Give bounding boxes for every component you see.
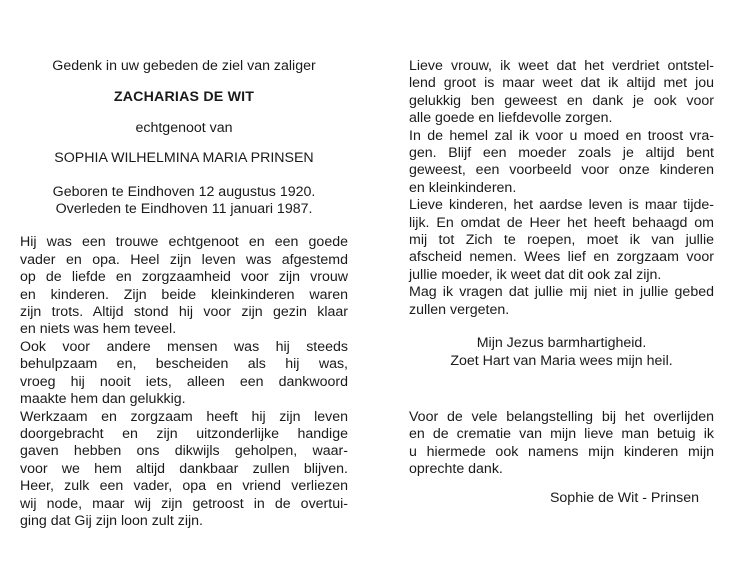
body-line: lijk. En omdat de Heer het heeft behaagd om [409,214,714,231]
body-line: vader en opa. Heel zijn leven was afgestemd [20,251,348,268]
body-line: jullie moeder, ik weet dat dit ook zal zijn. [409,266,662,283]
body-line: lend groot is maar weet dat ik altijd met jou [409,75,714,92]
body-line: en kinderen. Zijn beide kleinkinderen waren [20,286,348,303]
spouse-intro: echtgenoot van [135,119,233,136]
died-date: Overleden te Eindhoven 11 januari 1987. [55,201,313,218]
thanks-line: Voor de vele belangstelling bij het overlijden [409,409,714,425]
body-line: gen. Blijf een moeder zoals je altijd bent [409,145,714,162]
body-line: en kleinkinderen. [409,179,517,196]
thanks-block [409,409,714,479]
body-line: Heer, zulk een vader, opa en vriend verliezen [20,478,348,495]
body-line: zullen vergeten. [409,301,510,318]
body-line: Werkzaam en zorgzaam heeft hij zijn leven [20,408,348,425]
prayer-line: Zoet Hart van Maria wees mijn heil. [450,352,673,369]
left-body [20,234,348,530]
deceased-name: ZACHARIAS DE WIT [113,89,255,106]
prayer-block [409,335,714,370]
prayer-line: Mijn Jezus barmhartigheid. [476,335,647,352]
body-line: Lieve vrouw, ik weet dat het verdriet ontstel- [409,58,714,74]
born-date: Geboren te Eindhoven 12 augustus 1920. [52,183,316,200]
body-line: afscheid nemen. Wees lief en zorgzaam voor [409,249,714,266]
body-line: geweest, een voorbeeld voor onze kinderen [409,162,714,179]
signature: Sophie de Wit - Prinsen [549,490,699,506]
body-line: Lieve kinderen, het aardse leven is maar tijde- [409,197,714,214]
thanks-line: u hiermede ook namens mijn kinderen mijn [409,443,714,460]
body-line: zijn trots. Altijd stond hij voor zijn gezin klaar [20,304,348,321]
life-dates [20,184,348,219]
body-line: alle goede en liefdevolle zorgen. [409,110,613,127]
right-body [409,58,714,319]
thanks-line: en de crematie van mijn lieve man betuig ik [409,426,714,443]
thanks-line: oprechte dank. [409,461,503,478]
body-line: ging dat Gij zijn loon zult zijn. [20,512,203,529]
spouse-name: SOPHIA WILHELMINA MARIA PRINSEN [54,150,314,167]
body-line: voor we hem altijd dankbaar zullen blijven. [20,460,348,477]
body-line: vroeg hij nooit iets, alleen een dankwoord [20,373,348,390]
left-column [20,58,348,530]
body-line: Ook voor andere mensen was hij steeds [20,338,348,355]
body-line: gelukkig ben geweest en dank je ook voor [409,92,714,109]
body-line: gaven hebben ons dikwijls geholpen, waar- [20,443,348,460]
body-line: doorgebracht en zijn uitzonderlijke handige [20,425,348,442]
body-line: maakte hem dan gelukkig. [20,391,186,408]
body-line: wij node, maar wij zijn getroost in de overtui- [20,495,348,512]
body-line: mij tot Zich te roepen, moet ik van jullie [409,232,714,249]
body-line: behulpzaam en, bescheiden als hij was, [20,356,348,373]
right-column [409,58,714,370]
body-line: op de liefde en zorgzaamheid voor zijn vrouw [20,269,348,286]
body-line: Hij was een trouwe echtgenoot en een goede [20,234,348,251]
body-line: In de hemel zal ik voor u moed en troost vra- [409,127,714,144]
body-line: Mag ik vragen dat jullie mij niet in jullie gebed [409,284,714,301]
intro-text: Gedenk in uw gebeden de ziel van zaliger [52,58,316,74]
body-line: en niets was hem teveel. [20,321,177,338]
